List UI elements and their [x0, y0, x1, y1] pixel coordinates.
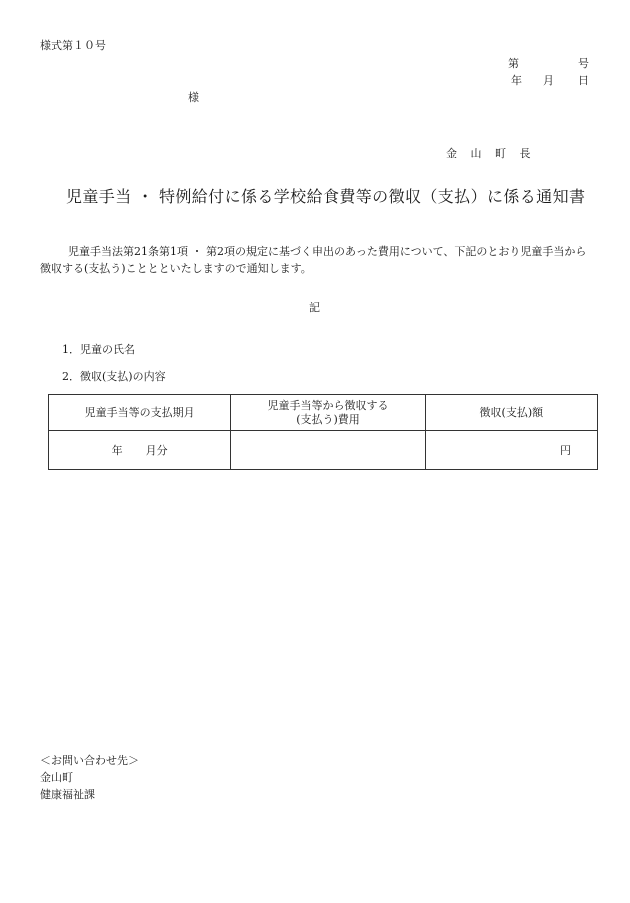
cell-year-label: 年: [111, 444, 123, 457]
document-number-suffix: 号: [578, 57, 589, 70]
item-collection-details: 2．徴収(支払)の内容: [62, 370, 166, 383]
header-amount: 徴収(支払)額: [425, 395, 597, 431]
contact-department: 健康福祉課: [40, 788, 95, 801]
header-expense: [231, 395, 425, 431]
date-year: 年: [511, 74, 522, 87]
date-day: 日: [578, 74, 589, 87]
document-title: 児童手当 ・ 特例給付に係る学校給食費等の徴収（支払）に係る通知書: [66, 187, 586, 206]
contact-org: 金山町: [40, 771, 73, 784]
date-month: 月: [543, 74, 554, 87]
sender-name: 金 山 町 長: [446, 147, 536, 160]
header-payment-month: 児童手当等の支払期月: [49, 395, 231, 431]
table-row: [49, 431, 598, 470]
header-expense-line2: (支払う)費用: [296, 412, 360, 426]
header-expense-line1: 児童手当等から徴収する: [267, 398, 389, 412]
body-text: 児童手当法第21条第1項 ・ 第2項の規定に基づく申出のあった費用について、下記のとおり児童手当から徴収する(支払う)こととといたしますので通知します。: [40, 245, 587, 275]
cell-payment-month: [49, 431, 231, 470]
addressee-honorific: 様: [188, 91, 199, 104]
item-child-name: 1．児童の氏名: [62, 343, 135, 356]
document-number-prefix: 第: [508, 57, 519, 70]
cell-amount: 円: [425, 431, 597, 470]
collection-table: [48, 394, 598, 470]
cell-month-label: 月分: [145, 444, 168, 457]
contact-heading: ＜お問い合わせ先＞: [40, 754, 139, 767]
form-number: 様式第１０号: [40, 39, 106, 52]
ki-marker: 記: [309, 301, 320, 314]
table-header-row: [49, 395, 598, 431]
cell-expense: [231, 431, 425, 470]
